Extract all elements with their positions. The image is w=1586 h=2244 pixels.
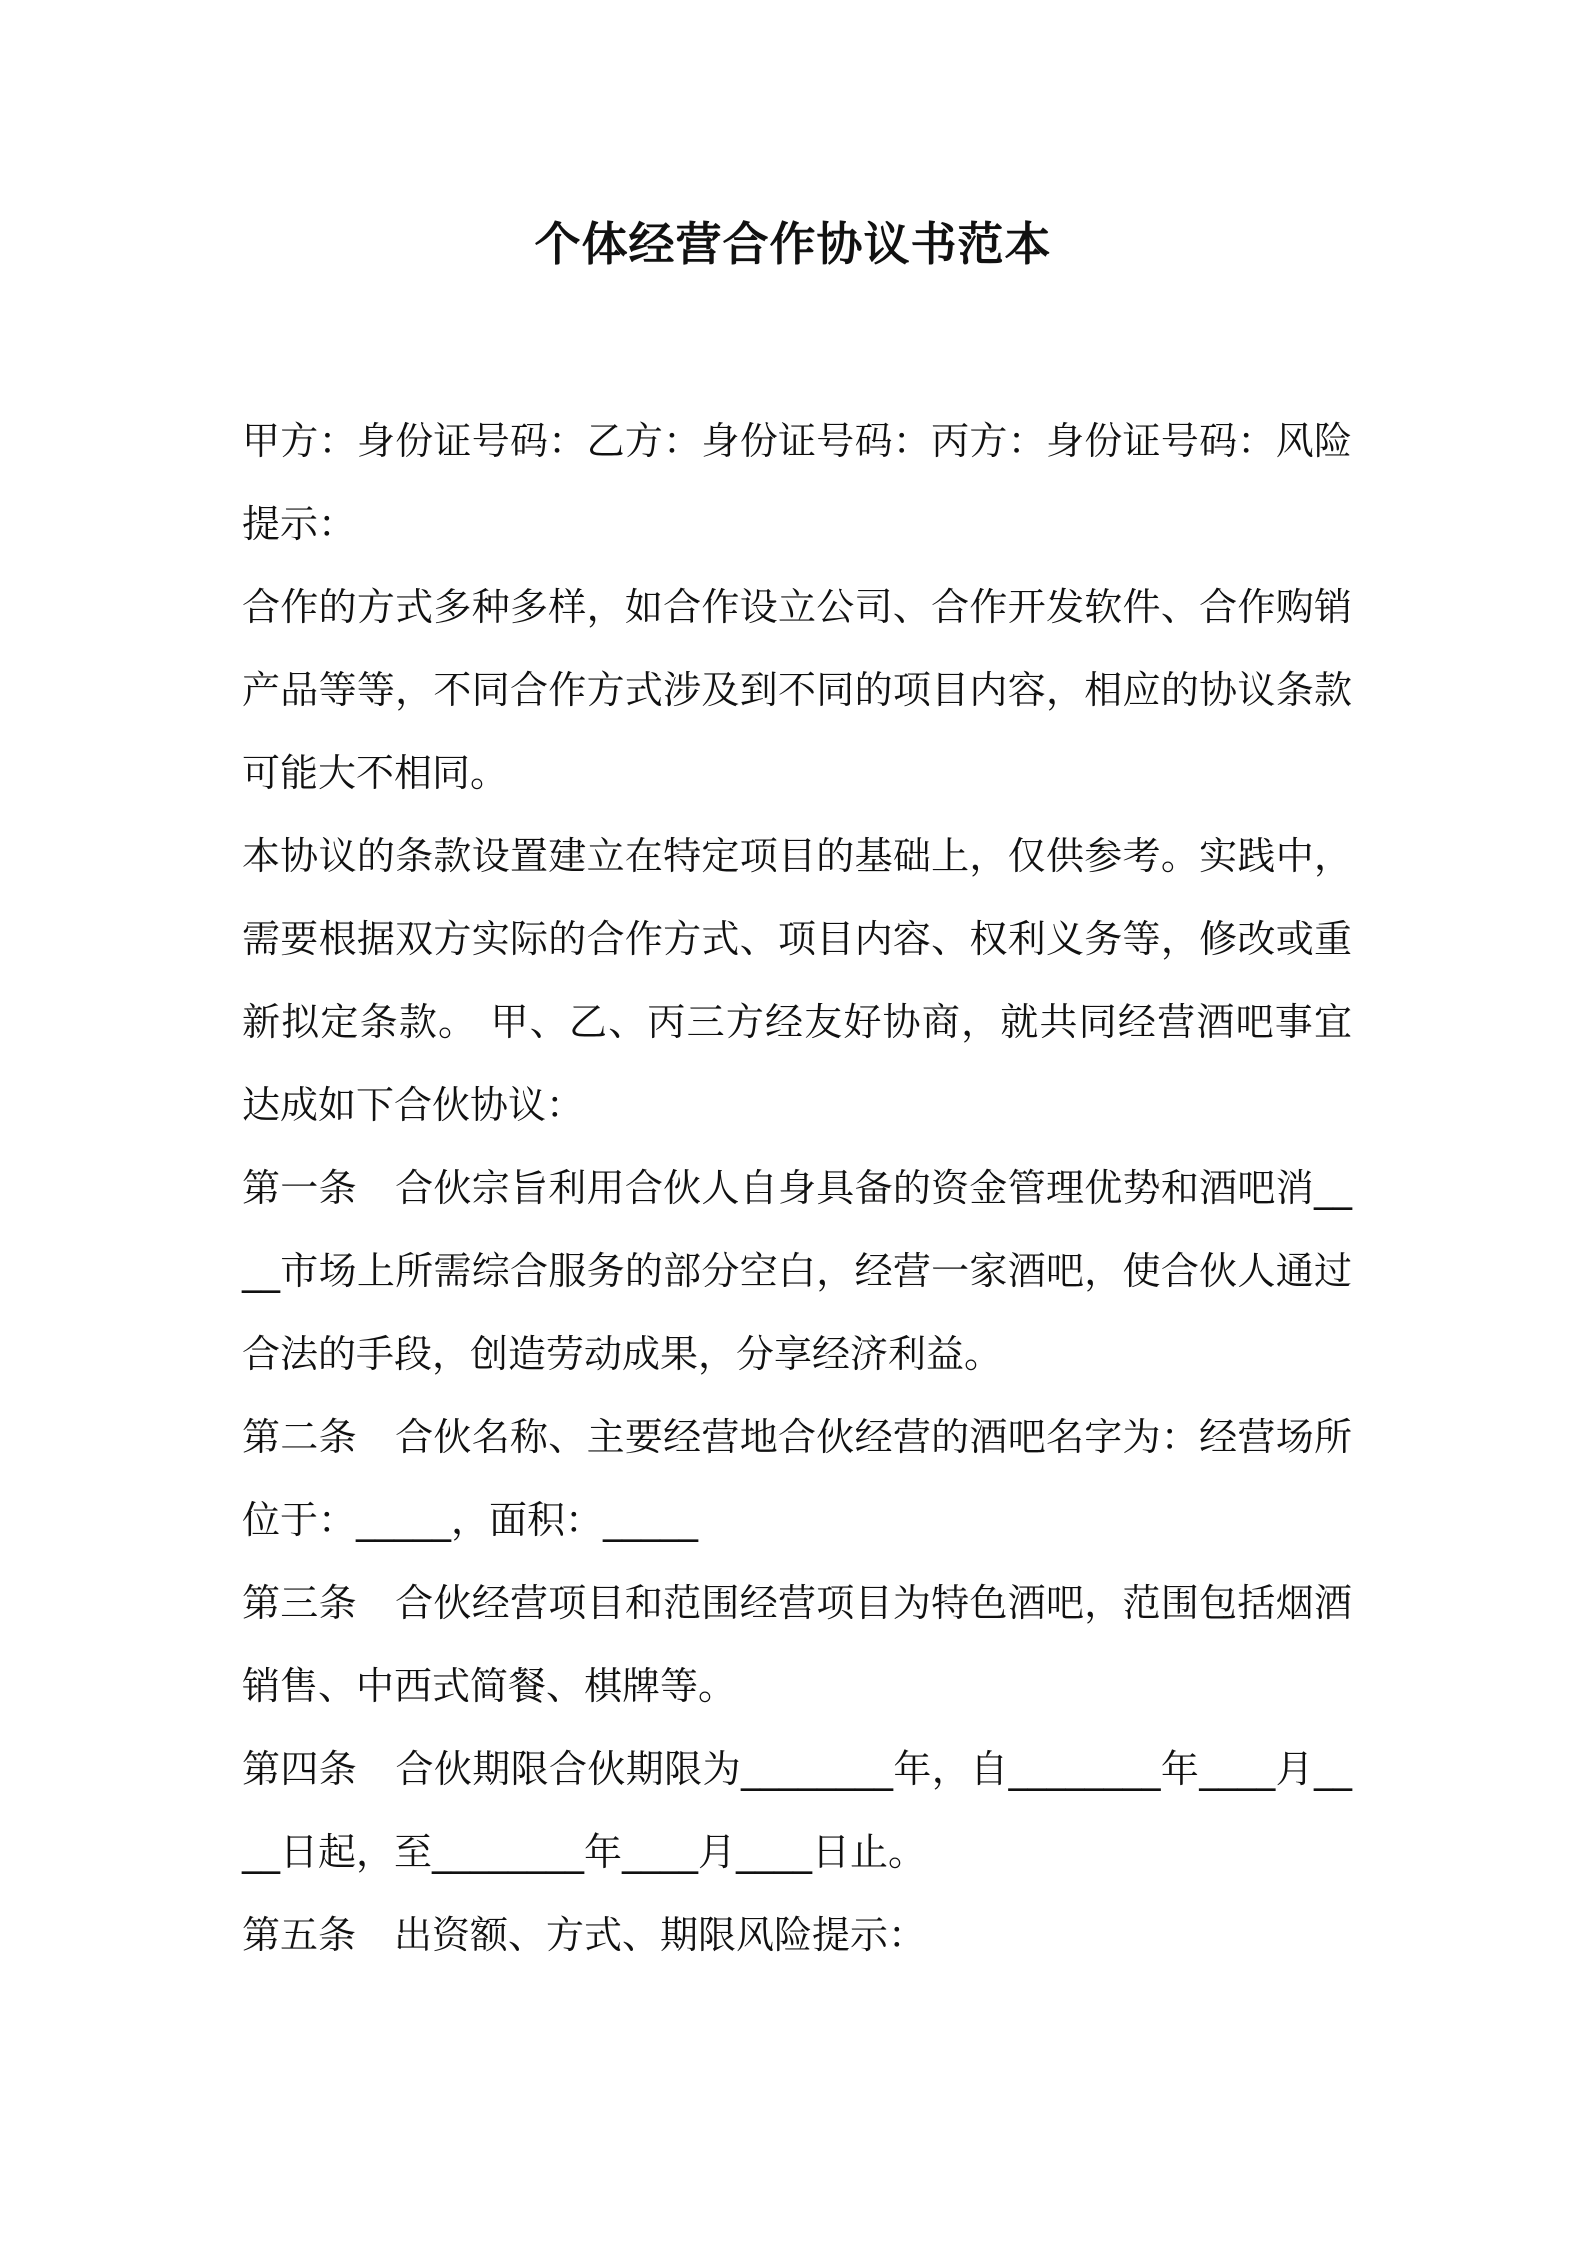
article-4: 第四条 合伙期限合伙期限为________年，自________年____月____日起，至________年____月____日止。 — [242, 1747, 1352, 1874]
paragraph-preamble: 本协议的条款设置建立在特定项目的基础上，仅供参考。实践中，需要根据双方实际的合作方式、项目内容、权利义务等，修改或重新拟定条款。 甲、乙、丙三方经友好协商，就共同经营酒吧事宜达成如下合伙协议： — [242, 834, 1352, 1127]
article-2: 第二条 合伙名称、主要经营地合伙经营的酒吧名字为：经营场所位于：_____，面积：_____ — [242, 1415, 1352, 1542]
paragraph-risk-note: 合作的方式多种多样，如合作设立公司、合作开发软件、合作购销产品等等，不同合作方式涉及到不同的项目内容，相应的协议条款可能大不相同。 — [242, 585, 1352, 795]
article-3: 第三条 合伙经营项目和范围经营项目为特色酒吧，范围包括烟酒销售、中西式简餐、棋牌等。 — [242, 1581, 1352, 1708]
document-title: 个体经营合作协议书范本 — [534, 217, 1052, 271]
document-body — [242, 400, 1352, 1977]
paragraph-parties: 甲方：身份证号码：乙方：身份证号码：丙方：身份证号码：风险提示： — [242, 419, 1352, 546]
article-5: 第五条 出资额、方式、期限风险提示： — [242, 1913, 927, 1957]
article-1: 第一条 合伙宗旨利用合伙人自身具备的资金管理优势和酒吧消____市场上所需综合服务的部分空白，经营一家酒吧，使合伙人通过合法的手段，创造劳动成果，分享经济利益。 — [242, 1166, 1352, 1376]
